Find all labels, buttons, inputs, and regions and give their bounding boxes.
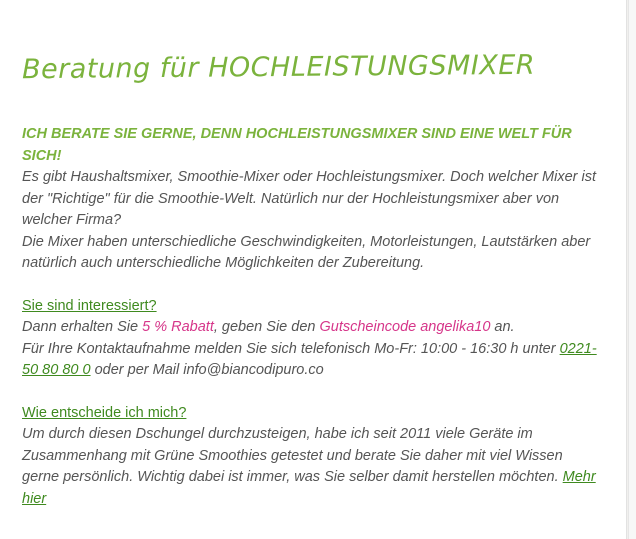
discount-prefix: Dann erhalten Sie [22, 319, 143, 335]
phone-link[interactable]: 0221-50 80 80 0 [22, 340, 597, 378]
contact-suffix: oder per Mail info@biancodipuro.co [90, 362, 324, 378]
voucher-code: Gutscheincode angelika10 [319, 319, 491, 335]
spacer [22, 275, 602, 296]
more-link[interactable]: Mehr hier [22, 469, 596, 507]
discount-mid: , geben Sie den [213, 319, 320, 335]
intro-paragraph: Es gibt Haushaltsmixer, Smoothie-Mixer oder Hochleistungsmixer. Doch welcher Mixer ist der "Richtige" für die Smoothie-Welt. Natürlich nur der Hochleistungsmixer aber von welcher Firma? [22, 169, 597, 228]
spacer [22, 382, 602, 403]
discount-suffix: an. [490, 319, 515, 335]
scrollbar-track[interactable] [628, 0, 636, 539]
lead-heading: ICH BERATE SIE GERNE, DENN HOCHLEISTUNGSMIXER SIND EINE WELT FÜR SICH! [22, 126, 572, 164]
decision-text: Um durch diesen Dschungel durchzusteigen, habe ich seit 2011 viele Geräte im Zusammenhang mit Grüne Smoothies getestet und berate Sie daher mit viel Wissen gerne persönlich. Wichtig dabei ist immer, was Sie selber damit herstellen möchten. [22, 426, 563, 485]
details-paragraph: Die Mixer haben unterschiedliche Geschwindigkeiten, Motorleistungen, Lautstärken aber natürlich auch unterschiedliche Möglichkeiten der Zubereitung. [22, 233, 591, 271]
discount-line [22, 317, 602, 339]
discount-value: 5 % Rabatt [142, 319, 214, 335]
contact-line [22, 339, 602, 382]
article-body [22, 124, 602, 510]
decision-paragraph [22, 424, 602, 510]
decision-link[interactable]: Wie entscheide ich mich? [22, 404, 187, 421]
page-title: Beratung für HOCHLEISTUNGSMIXER [21, 49, 536, 86]
contact-prefix: Für Ihre Kontaktaufnahme melden Sie sich telefonisch Mo-Fr: 10:00 - 16:30 h unter [22, 340, 560, 357]
interested-link[interactable]: Sie sind interessiert? [22, 297, 157, 314]
